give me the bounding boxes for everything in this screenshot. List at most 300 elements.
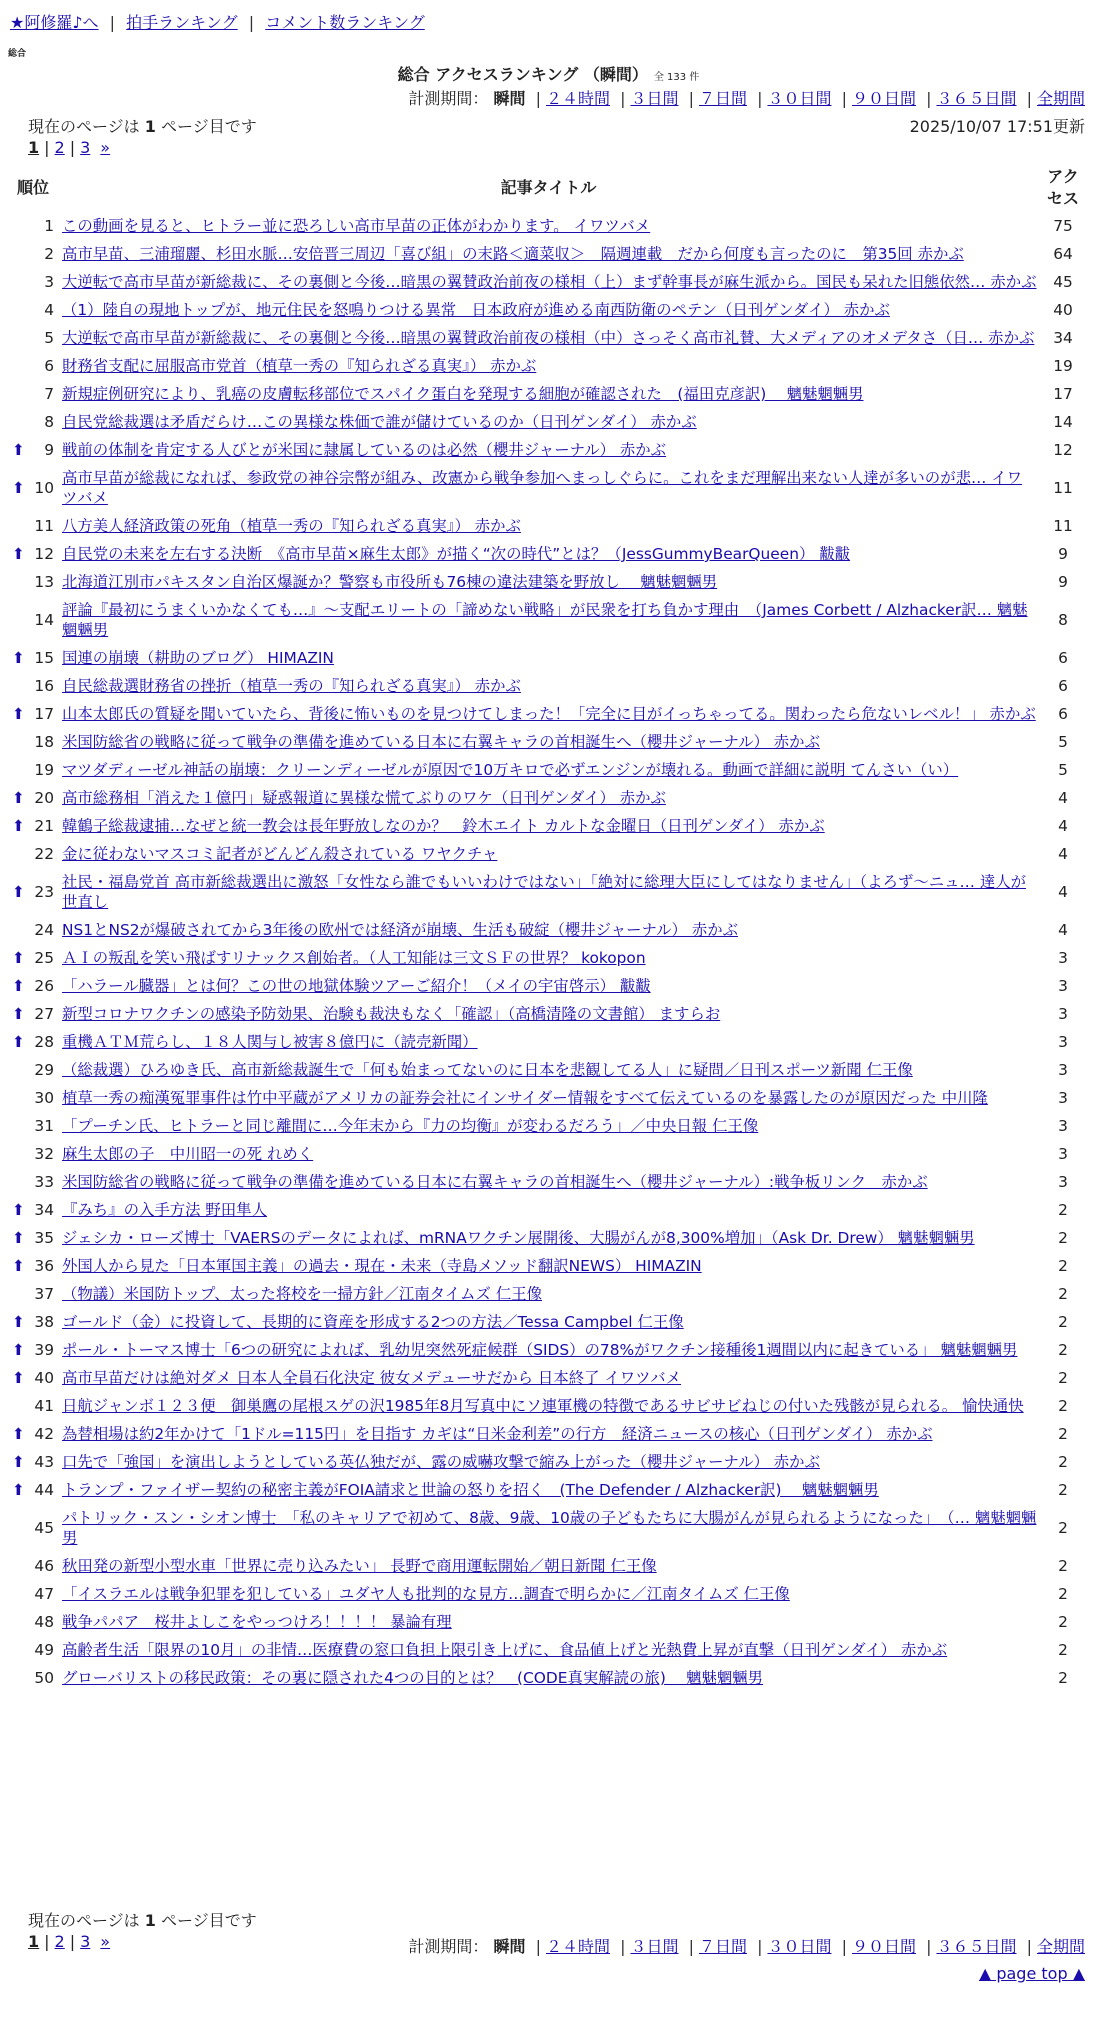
rank-number: 10 — [34, 479, 54, 497]
article-title-link[interactable]: 大逆転で高市早苗が新総裁に、その裏側と今後…暗黒の翼賛政治前夜の様相（上）まず幹事長が麻生派から。国民も呆れた旧態依然… 赤かぶ — [62, 273, 1037, 291]
access-count: 8 — [1058, 611, 1068, 629]
article-title-link[interactable]: トランプ・ファイザー契約の秘密主義がFOIA請求と世論の怒りを招く (The Defender / Alzhacker訳) 魑魅魍魎男 — [62, 1481, 879, 1499]
article-title-link[interactable]: 自民総裁選財務省の挫折（植草一秀の『知られざる真実』） 赤かぶ — [62, 677, 521, 695]
rank-number: 1 — [44, 217, 54, 235]
article-title-link[interactable]: （物議）米国防トップ、太った将校を一掃方針／江南タイムズ 仁王像 — [62, 1285, 543, 1303]
rank-number: 18 — [34, 733, 54, 751]
article-title-link[interactable]: 高市総務相「消えた１億円」疑惑報道に異様な慌てぶりのワケ（日刊ゲンダイ） 赤かぶ — [62, 789, 666, 807]
table-row — [8, 812, 1087, 840]
article-title-cell — [58, 568, 1039, 596]
up-arrow-icon: ⬆ — [12, 1425, 25, 1443]
ranking-table-body — [8, 212, 1087, 1692]
pager-current: 1 — [28, 1932, 40, 1951]
rank-change-cell — [8, 268, 32, 296]
rank-number: 2 — [44, 245, 54, 263]
rank-number: 21 — [34, 817, 54, 835]
nav-separator: | — [248, 13, 255, 32]
article-title-link[interactable]: 「イスラエルは戦争犯罪を犯している」ユダヤ人も批判的な見方…調査で明らかに／江南タイムズ 仁王像 — [62, 1585, 790, 1603]
pager-link-3[interactable]: 3 — [80, 138, 91, 157]
rank-number: 11 — [34, 517, 54, 535]
access-count: 6 — [1058, 649, 1068, 667]
access-count: 6 — [1058, 677, 1068, 695]
rank-change-cell — [8, 352, 32, 380]
rank-change-cell — [8, 728, 32, 756]
article-title-link[interactable]: 戦前の体制を肯定する人びとが米国に隷属しているのは必然（櫻井ジャーナル） 赤かぶ — [62, 441, 667, 459]
access-count: 4 — [1058, 789, 1068, 807]
rank-change-cell — [8, 596, 32, 644]
rank-number: 47 — [34, 1585, 54, 1603]
access-count: 2 — [1058, 1481, 1068, 1499]
rank-number: 19 — [34, 761, 54, 779]
table-row — [8, 1280, 1087, 1308]
period-label: 計測期間： — [408, 1937, 489, 1956]
rank-change-cell — [8, 1280, 32, 1308]
access-count: 4 — [1058, 845, 1068, 863]
rank-change-cell — [8, 812, 32, 840]
period-current: 瞬間 — [493, 1937, 526, 1956]
article-title-cell — [58, 1664, 1039, 1692]
rank-change-cell — [8, 1580, 32, 1608]
article-title-cell — [58, 1056, 1039, 1084]
ranking-table — [8, 164, 1087, 1692]
rank-change-cell — [8, 540, 32, 568]
access-count: 12 — [1053, 441, 1073, 459]
rank-number: 29 — [34, 1061, 54, 1079]
rank-number: 6 — [44, 357, 54, 375]
article-title-cell — [58, 944, 1039, 972]
rank-number: 43 — [34, 1453, 54, 1471]
rank-change-cell — [8, 240, 32, 268]
access-count: 3 — [1058, 1005, 1068, 1023]
rank-change-cell — [8, 840, 32, 868]
table-row — [8, 784, 1087, 812]
rank-change-cell — [8, 1168, 32, 1196]
period-link-all[interactable]: 全期間 — [1036, 89, 1085, 108]
rank-change-cell — [8, 1084, 32, 1112]
article-title-cell — [58, 784, 1039, 812]
rank-number: 42 — [34, 1425, 54, 1443]
table-row — [8, 296, 1087, 324]
table-row — [8, 1308, 1087, 1336]
rank-change-cell — [8, 1336, 32, 1364]
table-row — [8, 972, 1087, 1000]
article-title-link[interactable]: 米国防総省の戦略に従って戦争の準備を進めている日本に右翼キャラの首相誕生へ（櫻井ジャーナル） 赤かぶ — [62, 733, 820, 751]
rank-change-cell — [8, 1364, 32, 1392]
page-top-link[interactable]: ▲ page top ▲ — [978, 1964, 1085, 1983]
period-selector-top: 計測期間： 瞬間 | ２４時間 | ３日間 | ７日間 | ３０日間 | ９０日間 | ３６５日間 | 全期間 — [408, 89, 1085, 108]
period-link-3d[interactable]: ３日間 — [630, 89, 679, 108]
page-info-top: 現在のページは 1 ページ目です — [28, 117, 257, 136]
article-title-link[interactable]: （1）陸自の現地トップが、地元住民を怒鳴りつける異常 日本政府が進める南西防衛のペテン（日刊ゲンダイ） 赤かぶ — [62, 301, 890, 319]
access-count: 2 — [1058, 1519, 1068, 1537]
rank-change-cell — [8, 1224, 32, 1252]
up-arrow-icon: ⬆ — [12, 817, 25, 835]
pager-current: 1 — [28, 138, 40, 157]
up-arrow-icon: ⬆ — [12, 1313, 25, 1331]
up-arrow-icon: ⬆ — [12, 441, 25, 459]
table-row — [8, 1196, 1087, 1224]
rank-change-cell — [8, 1552, 32, 1580]
article-title-link[interactable]: 秋田発の新型小型水車「世界に売り込みたい」 長野で商用運転開始／朝日新聞 仁王像 — [62, 1557, 657, 1575]
article-title-link[interactable]: パトリック・スン・シオン博士 「私のキャリアで初めて、8歳、9歳、10歳の子どもたちに大腸がんが見られるようになった」 （… 魑魅魍魎男 — [62, 1509, 1037, 1547]
up-arrow-icon: ⬆ — [12, 545, 25, 563]
article-title-link[interactable]: 日航ジャンボ１２３便 御巣鷹の尾根スゲの沢1985年8月写真中にソ連軍機の特徴であるサビサビねじの付いた残骸が見られる。 愉快通快 — [62, 1397, 1024, 1415]
table-row — [8, 540, 1087, 568]
rank-number: 4 — [44, 301, 54, 319]
rank-change-cell — [8, 512, 32, 540]
access-count: 2 — [1058, 1669, 1068, 1687]
rank-number: 23 — [34, 883, 54, 901]
rank-change-cell — [8, 1056, 32, 1084]
table-row — [8, 1636, 1087, 1664]
table-row — [8, 212, 1087, 240]
rank-number: 33 — [34, 1173, 54, 1191]
article-title-cell — [58, 324, 1039, 352]
rank-change-cell — [8, 296, 32, 324]
period-link-all[interactable]: 全期間 — [1036, 1937, 1085, 1956]
rank-change-cell — [8, 1504, 32, 1552]
table-row — [8, 1336, 1087, 1364]
rank-change-cell — [8, 408, 32, 436]
up-arrow-icon: ⬆ — [12, 1201, 25, 1219]
table-row — [8, 268, 1087, 296]
rank-change-cell — [8, 1636, 32, 1664]
table-row — [8, 1140, 1087, 1168]
rank-change-cell — [8, 1000, 32, 1028]
article-title-link[interactable]: 財務省支配に屈服高市党首（植草一秀の『知られざる真実』） 赤かぶ — [62, 357, 537, 375]
access-count: 3 — [1058, 1173, 1068, 1191]
article-title-cell — [58, 1504, 1039, 1552]
table-row — [8, 1000, 1087, 1028]
article-title-cell — [58, 352, 1039, 380]
table-row — [8, 324, 1087, 352]
article-title-link[interactable]: 「ハラール臓器」とは何？この世の地獄体験ツアーご紹介！（メイの宇宙啓示） 黻黻 — [62, 977, 651, 995]
access-count: 4 — [1058, 921, 1068, 939]
article-title-cell — [58, 1000, 1039, 1028]
article-title-link[interactable]: ポール・トーマス博士「6つの研究によれば、乳幼児突然死症候群（SIDS）の78%がワクチン接種後1週間以内に起きている」 魑魅魍魎男 — [62, 1341, 1018, 1359]
access-count: 40 — [1053, 301, 1073, 319]
table-row — [8, 1168, 1087, 1196]
up-arrow-icon: ⬆ — [12, 789, 25, 807]
table-row — [8, 1608, 1087, 1636]
access-count: 11 — [1053, 479, 1073, 497]
rank-number: 22 — [34, 845, 54, 863]
table-row — [8, 1252, 1087, 1280]
article-title-link[interactable]: （総裁選）ひろゆき氏、高市新総裁誕生で「何も始まってないのに日本を悲観してる人」に疑問／日刊スポーツ新聞 仁王像 — [62, 1061, 913, 1079]
table-row — [8, 728, 1087, 756]
article-title-link[interactable]: 金に従わないマスコミ記者がどんどん殺されている ワヤクチャ — [62, 845, 498, 863]
category-label: 総合 — [8, 49, 27, 59]
access-count: 2 — [1058, 1369, 1068, 1387]
rank-change-cell — [8, 212, 32, 240]
article-title-link[interactable]: 麻生太郎の子 中川昭一の死 れめく — [62, 1145, 314, 1163]
up-arrow-icon: ⬆ — [12, 705, 25, 723]
access-count: 2 — [1058, 1285, 1068, 1303]
table-row — [8, 512, 1087, 540]
period-label: 計測期間： — [408, 89, 489, 108]
page-info-bottom: 現在のページは 1 ページ目です — [28, 1911, 257, 1930]
article-title-link[interactable]: 山本太郎氏の質疑を聞いていたら、背後に怖いものを見つけてしまった！「完全に目がイっちゃってる。関わったら危ないレベル！」 赤かぶ — [62, 705, 1036, 723]
article-title-link[interactable]: 高市早苗だけは絶対ダメ 日本人全員石化決定 彼女メデューサだから 日本終了 イワツバメ — [62, 1369, 682, 1387]
article-title-cell — [58, 1224, 1039, 1252]
table-row — [8, 1392, 1087, 1420]
article-title-link[interactable]: 戦争パパア 桜井よしこをやっつけろ！！！！ 暴論有理 — [62, 1613, 452, 1631]
table-row — [8, 1224, 1087, 1252]
comment-ranking-link[interactable]: コメント数ランキング — [265, 13, 425, 32]
rank-number: 49 — [34, 1641, 54, 1659]
rank-number: 39 — [34, 1341, 54, 1359]
pager-link-2[interactable]: 2 — [54, 138, 65, 157]
article-title-link[interactable]: 植草一秀の痴漢冤罪事件は竹中平蔵がアメリカの証券会社にインサイダー情報をすべて伝えているのを暴露したのが原因だった 中川隆 — [62, 1089, 988, 1107]
rank-number: 48 — [34, 1613, 54, 1631]
rank-number: 40 — [34, 1369, 54, 1387]
article-title-cell — [58, 728, 1039, 756]
updated-timestamp: 2025/10/07 17:51更新 — [909, 117, 1085, 136]
table-row — [8, 1084, 1087, 1112]
article-title-cell — [58, 540, 1039, 568]
period-link-3d[interactable]: ３日間 — [630, 1937, 679, 1956]
article-title-cell — [58, 1336, 1039, 1364]
article-title-link[interactable]: 為替相場は約2年かけて「1ドル=115円」を目指す カギは“日米金利差”の行方 経済ニュースの核心（日刊ゲンダイ） 赤かぶ — [62, 1425, 933, 1443]
article-title-link[interactable]: ゴールド（金）に投資して、長期的に資産を形成する2つの方法／Tessa Campbel 仁王像 — [62, 1313, 684, 1331]
period-link-7d[interactable]: ７日間 — [698, 1937, 747, 1956]
article-title-cell — [58, 756, 1039, 784]
table-row — [8, 1664, 1087, 1692]
access-count: 2 — [1058, 1313, 1068, 1331]
article-title-cell — [58, 1476, 1039, 1504]
rank-number: 38 — [34, 1313, 54, 1331]
rank-number: 17 — [34, 705, 54, 723]
article-title-cell — [58, 1608, 1039, 1636]
rank-number: 27 — [34, 1005, 54, 1023]
article-title-cell — [58, 1112, 1039, 1140]
access-count: 2 — [1058, 1341, 1068, 1359]
ranking-title: 総合 アクセスランキング （瞬間） — [397, 65, 648, 84]
article-title-link[interactable]: 米国防総省の戦略に従って戦争の準備を進めている日本に右翼キャラの首相誕生へ（櫻井ジャーナル）:戦争板リンク 赤かぶ — [62, 1173, 928, 1191]
article-title-link[interactable]: 社民・福島党首 高市新総裁選出に激怒「女性なら誰でもいいわけではない」「絶対に総理大臣にしてはなりません」（よろず～ニュ… 達人が世直し — [62, 873, 1026, 911]
access-count: 45 — [1053, 273, 1073, 291]
table-row — [8, 672, 1087, 700]
rank-change-cell — [8, 644, 32, 672]
rank-number: 20 — [34, 789, 54, 807]
rank-number: 36 — [34, 1257, 54, 1275]
up-arrow-icon: ⬆ — [12, 977, 25, 995]
access-count: 64 — [1053, 245, 1073, 263]
access-count: 14 — [1053, 413, 1073, 431]
rank-number: 5 — [44, 329, 54, 347]
up-arrow-icon: ⬆ — [12, 1453, 25, 1471]
access-count: 2 — [1058, 1641, 1068, 1659]
rank-change-cell — [8, 324, 32, 352]
rank-change-cell — [8, 1252, 32, 1280]
rank-change-cell — [8, 464, 32, 512]
pager-link-2[interactable]: 2 — [54, 1932, 65, 1951]
up-arrow-icon: ⬆ — [12, 1341, 25, 1359]
article-title-link[interactable]: 自民党の未来を左右する決断 《高市早苗×麻生太郎》が描く“次の時代”とは？（JessGummyBearQueen） 黻黻 — [62, 545, 851, 563]
article-title-link[interactable]: 口先で「強国」を演出しようとしている英仏独だが、露の威嚇攻撃で縮み上がった（櫻井ジャーナル） 赤かぶ — [62, 1453, 820, 1471]
rank-change-cell — [8, 1608, 32, 1636]
nav-separator: | — [109, 13, 116, 32]
article-title-link[interactable]: マツダディーゼル神話の崩壊：クリーンディーゼルが原因で10万キロで必ずエンジンが壊れる。動画で詳細に説明 てんさい（い） — [62, 761, 959, 779]
access-count: 19 — [1053, 357, 1073, 375]
rank-number: 7 — [44, 385, 54, 403]
rank-number: 24 — [34, 921, 54, 939]
article-title-cell — [58, 1364, 1039, 1392]
period-link-30d[interactable]: ３０日間 — [767, 89, 832, 108]
article-title-link[interactable]: 自民党総裁選は矛盾だらけ…この異様な株価で誰が儲けているのか（日刊ゲンダイ） 赤かぶ — [62, 413, 697, 431]
article-title-link[interactable]: 北海道江別市パキスタン自治区爆誕か？警察も市役所も76棟の違法建築を野放し 魑魅魍魎男 — [62, 573, 718, 591]
period-link-30d[interactable]: ３０日間 — [767, 1937, 832, 1956]
rank-change-cell — [8, 916, 32, 944]
article-title-cell — [58, 868, 1039, 916]
article-title-cell — [58, 464, 1039, 512]
article-title-link[interactable]: NS1とNS2が爆破されてから3年後の欧州では経済が崩壊、生活も破綻（櫻井ジャーナル） 赤かぶ — [62, 921, 738, 939]
access-count: 9 — [1058, 545, 1068, 563]
table-row — [8, 1504, 1087, 1552]
table-row — [8, 596, 1087, 644]
rank-number: 8 — [44, 413, 54, 431]
table-row — [8, 916, 1087, 944]
article-title-cell — [58, 972, 1039, 1000]
rank-change-cell — [8, 1664, 32, 1692]
article-title-link[interactable]: 高市早苗、三浦瑠麗、杉田水脈…安倍晋三周辺「喜び組」の末路＜適菜収＞ 隔週連載 だから何度も言ったのに 第35回 赤かぶ — [62, 245, 964, 263]
table-row — [8, 1476, 1087, 1504]
article-title-link[interactable]: 高齢者生活「限界の10月」の非情…医療費の窓口負担上限引き上げに、食品値上げと光熱費上昇が直撃（日刊ゲンダイ） 赤かぶ — [62, 1641, 948, 1659]
article-title-cell — [58, 1636, 1039, 1664]
article-title-cell — [58, 840, 1039, 868]
article-title-cell — [58, 812, 1039, 840]
access-count: 3 — [1058, 1089, 1068, 1107]
article-title-cell — [58, 644, 1039, 672]
article-title-link[interactable]: 重機ＡＴＭ荒らし、１８人関与し被害８億円に（読売新聞） — [62, 1033, 478, 1051]
article-title-cell — [58, 1084, 1039, 1112]
rank-change-cell — [8, 672, 32, 700]
page-title — [0, 62, 1097, 85]
pager-next[interactable]: » — [100, 1932, 111, 1951]
article-title-link[interactable]: 新型コロナワクチンの感染予防効果、治験も裁決もなく「確認」（高橋清隆の文書館） ますらお — [62, 1005, 721, 1023]
up-arrow-icon: ⬆ — [12, 1369, 25, 1387]
article-title-cell — [58, 1420, 1039, 1448]
article-title-link[interactable]: 外国人から見た「日本軍国主義」の過去・現在・未来（寺島メソッド翻訳NEWS） HIMAZIN — [62, 1257, 702, 1275]
article-title-link[interactable]: ＡＩの叛乱を笑い飛ばすリナックス創始者。（人工知能は三文ＳＦの世界？ kokopon — [62, 949, 646, 967]
article-title-cell — [58, 268, 1039, 296]
article-title-link[interactable]: グローバリストの移民政策：その裏に隠された4つの目的とは？ (CODE真実解読の旅) 魑魅魍魎男 — [62, 1669, 764, 1687]
pager-link-3[interactable]: 3 — [80, 1932, 91, 1951]
period-link-24h[interactable]: ２４時間 — [545, 1937, 610, 1956]
period-link-365d[interactable]: ３６５日間 — [936, 1937, 1017, 1956]
period-link-90d[interactable]: ９０日間 — [851, 89, 916, 108]
article-title-link[interactable]: 大逆転で高市早苗が新総裁に、その裏側と今後…暗黒の翼賛政治前夜の様相（中）さっそく高市礼賛、大メディアのオメデタさ（日… 赤かぶ — [62, 329, 1035, 347]
access-count: 6 — [1058, 705, 1068, 723]
article-title-link[interactable]: 高市早苗が総裁になれば、参政党の神谷宗幣が組み、改憲から戦争参加へまっしぐらに。これをまだ理解出来ない人達が多いのが悲… イワツバメ — [62, 469, 1023, 507]
article-title-cell — [58, 380, 1039, 408]
article-title-cell — [58, 296, 1039, 324]
rank-change-cell — [8, 1112, 32, 1140]
rank-number: 44 — [34, 1481, 54, 1499]
period-link-90d[interactable]: ９０日間 — [851, 1937, 916, 1956]
access-header: アクセス — [1046, 167, 1079, 208]
access-count: 2 — [1058, 1229, 1068, 1247]
article-title-cell — [58, 436, 1039, 464]
table-row — [8, 1028, 1087, 1056]
rank-number: 31 — [34, 1117, 54, 1135]
rank-change-cell — [8, 756, 32, 784]
clap-ranking-link[interactable]: 拍手ランキング — [126, 13, 238, 32]
rank-number: 30 — [34, 1089, 54, 1107]
table-row — [8, 1552, 1087, 1580]
rank-number: 3 — [44, 273, 54, 291]
access-count: 5 — [1058, 733, 1068, 751]
rank-number: 37 — [34, 1285, 54, 1303]
article-title-cell — [58, 1196, 1039, 1224]
article-title-link[interactable]: ジェシカ・ローズ博士「VAERSのデータによれば、mRNAワクチン展開後、大腸がんが8,300%増加」（Ask Dr. Drew） 魑魅魍魎男 — [62, 1229, 975, 1247]
table-row — [8, 464, 1087, 512]
period-link-7d[interactable]: ７日間 — [698, 89, 747, 108]
pager-bottom: 1 | 2 | 3 » — [28, 1932, 111, 1951]
access-count: 3 — [1058, 977, 1068, 995]
up-arrow-icon: ⬆ — [12, 1005, 25, 1023]
total-count: 全 133 件 — [653, 72, 700, 83]
access-count: 3 — [1058, 1061, 1068, 1079]
article-title-link[interactable]: 八方美人経済政策の死角（植草一秀の『知られざる真実』） 赤かぶ — [62, 517, 521, 535]
table-row — [8, 1364, 1087, 1392]
article-title-link[interactable]: 国連の崩壊（耕助のブログ） HIMAZIN — [62, 649, 334, 667]
rank-number: 12 — [34, 545, 54, 563]
home-link[interactable]: ★阿修羅♪へ — [10, 13, 99, 32]
article-title-cell — [58, 1140, 1039, 1168]
period-link-24h[interactable]: ２４時間 — [545, 89, 610, 108]
article-title-link[interactable]: 「プーチン氏、ヒトラーと同じ離間に…今年末から『力の均衡』が変わるだろう」／中央日報 仁王像 — [62, 1117, 759, 1135]
access-count: 4 — [1058, 883, 1068, 901]
article-title-cell — [58, 1580, 1039, 1608]
access-count: 5 — [1058, 761, 1068, 779]
pager-next[interactable]: » — [100, 138, 111, 157]
access-count: 3 — [1058, 1145, 1068, 1163]
table-row — [8, 352, 1087, 380]
rank-change-cell — [8, 700, 32, 728]
period-link-365d[interactable]: ３６５日間 — [936, 89, 1017, 108]
article-title-cell — [58, 672, 1039, 700]
article-title-link[interactable]: 韓鶴子総裁逮捕…なぜと統一教会は長年野放しなのか？ 鈴木エイト カルトな金曜日（日刊ゲンダイ） 赤かぶ — [62, 817, 825, 835]
article-title-link[interactable]: 『みち』の入手方法 野田隼人 — [62, 1201, 267, 1219]
article-title-cell — [58, 916, 1039, 944]
access-count: 2 — [1058, 1257, 1068, 1275]
rank-change-cell — [8, 868, 32, 916]
article-title-cell — [58, 1280, 1039, 1308]
rank-change-cell — [8, 944, 32, 972]
table-row — [8, 1056, 1087, 1084]
article-title-link[interactable]: この動画を見ると、ヒトラー並に恐ろしい高市早苗の正体がわかります。 イワツバメ — [62, 217, 651, 235]
table-row — [8, 840, 1087, 868]
article-title-cell — [58, 700, 1039, 728]
up-arrow-icon: ⬆ — [12, 1257, 25, 1275]
access-count: 2 — [1058, 1397, 1068, 1415]
rank-number: 15 — [34, 649, 54, 667]
rank-change-cell — [8, 1476, 32, 1504]
article-title-link[interactable]: 新規症例研究により、乳癌の皮膚転移部位でスパイク蛋白を発現する細胞が確認された (福田克彦訳) 魑魅魍魎男 — [62, 385, 864, 403]
rank-number: 28 — [34, 1033, 54, 1051]
table-row — [8, 644, 1087, 672]
title-header: 記事タイトル — [500, 178, 597, 197]
access-count: 17 — [1053, 385, 1073, 403]
table-row — [8, 1448, 1087, 1476]
article-title-link[interactable]: 評論『最初にうまくいかなくても…』～支配エリートの「諦めない戦略」が民衆を打ち負かす理由 （James Corbett / Alzhacker訳… 魑魅魍魎男 — [62, 601, 1028, 639]
rank-number: 32 — [34, 1145, 54, 1163]
rank-change-cell — [8, 1196, 32, 1224]
table-row — [8, 1112, 1087, 1140]
access-count: 34 — [1053, 329, 1073, 347]
access-count: 2 — [1058, 1557, 1068, 1575]
